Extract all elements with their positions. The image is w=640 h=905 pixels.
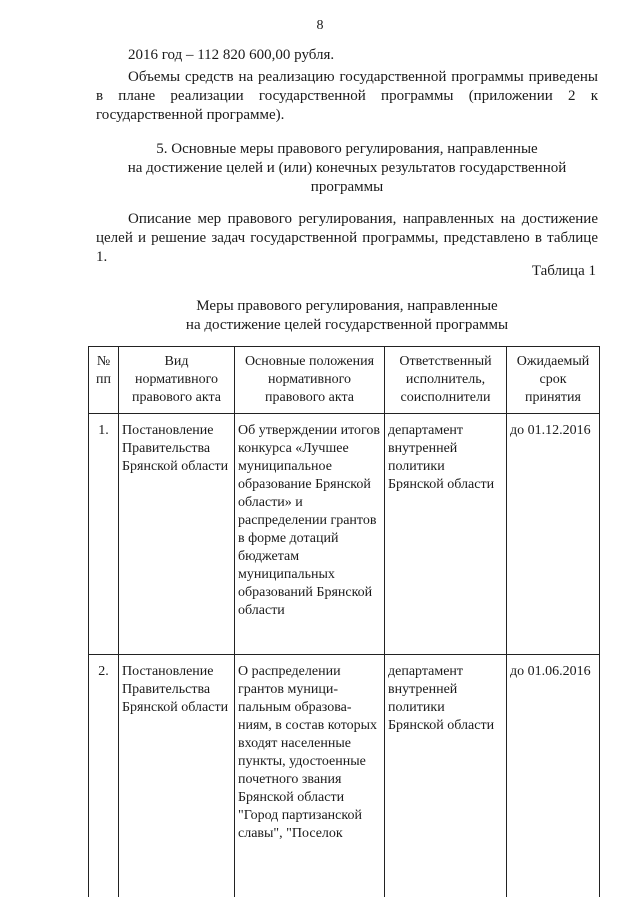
table-label: Таблица 1 xyxy=(531,263,596,279)
paragraph-measures-description: Описание мер правового регулирования, направленных на достижение целей и решение задач государственной программы, представлено в таблице 1. xyxy=(96,211,598,265)
cell-deadline: до 01.06.2016 xyxy=(507,655,600,898)
header-deadline: Ожидаемый срок принятия xyxy=(507,347,600,414)
table-caption xyxy=(96,297,598,335)
section-heading-line: 5. Основные меры правового регулирования, направленные xyxy=(156,141,538,157)
cell-act-type: Постановление Правительства Брянской области xyxy=(119,655,235,898)
header-number: № пп xyxy=(89,347,119,414)
cell-act-type: Постановление Правительства Брянской области xyxy=(119,414,235,655)
section-heading xyxy=(96,140,598,197)
page-number: 8 xyxy=(316,18,324,33)
funding-line: 2016 год – 112 820 600,00 рубля. xyxy=(128,47,335,63)
section-heading-line: программы xyxy=(310,179,384,195)
paragraph-funding-volumes: Объемы средств на реализацию государственной программы приведены в плане реализации государственной программы (приложении 2 к государственной программе). xyxy=(96,69,598,123)
table-caption-line: Меры правового регулирования, направленные xyxy=(196,298,498,314)
header-provisions: Основные положения нормативного правового акта xyxy=(235,347,385,414)
table-row xyxy=(89,655,600,898)
cell-provisions: Об утверждении итогов конкурса «Лучшее муниципальное образование Брянской области» и распределении грантов в форме дотаций бюджетам муниципальных образований Брянской области xyxy=(235,414,385,655)
table-row xyxy=(89,414,600,655)
measures-table xyxy=(88,346,600,897)
table-caption-line: на достижение целей государственной программы xyxy=(185,317,509,333)
section-heading-line: на достижение целей и (или) конечных результатов государственной xyxy=(127,160,567,176)
cell-responsible: департамент внутренней политики Брянской области xyxy=(385,655,507,898)
cell-number: 1. xyxy=(89,414,119,655)
cell-deadline: до 01.12.2016 xyxy=(507,414,600,655)
header-responsible: Ответственный исполнитель, соисполнители xyxy=(385,347,507,414)
table-header-row xyxy=(89,347,600,414)
cell-provisions: О распределении грантов муници-пальным образова-ниям, в состав которых входят населенные пункты, удостоенные почетного звания Брянской области "Город партизанской славы", "Поселок xyxy=(235,655,385,898)
cell-responsible: департамент внутренней политики Брянской области xyxy=(385,414,507,655)
cell-number: 2. xyxy=(89,655,119,898)
header-act-type: Вид нормативного правового акта xyxy=(119,347,235,414)
